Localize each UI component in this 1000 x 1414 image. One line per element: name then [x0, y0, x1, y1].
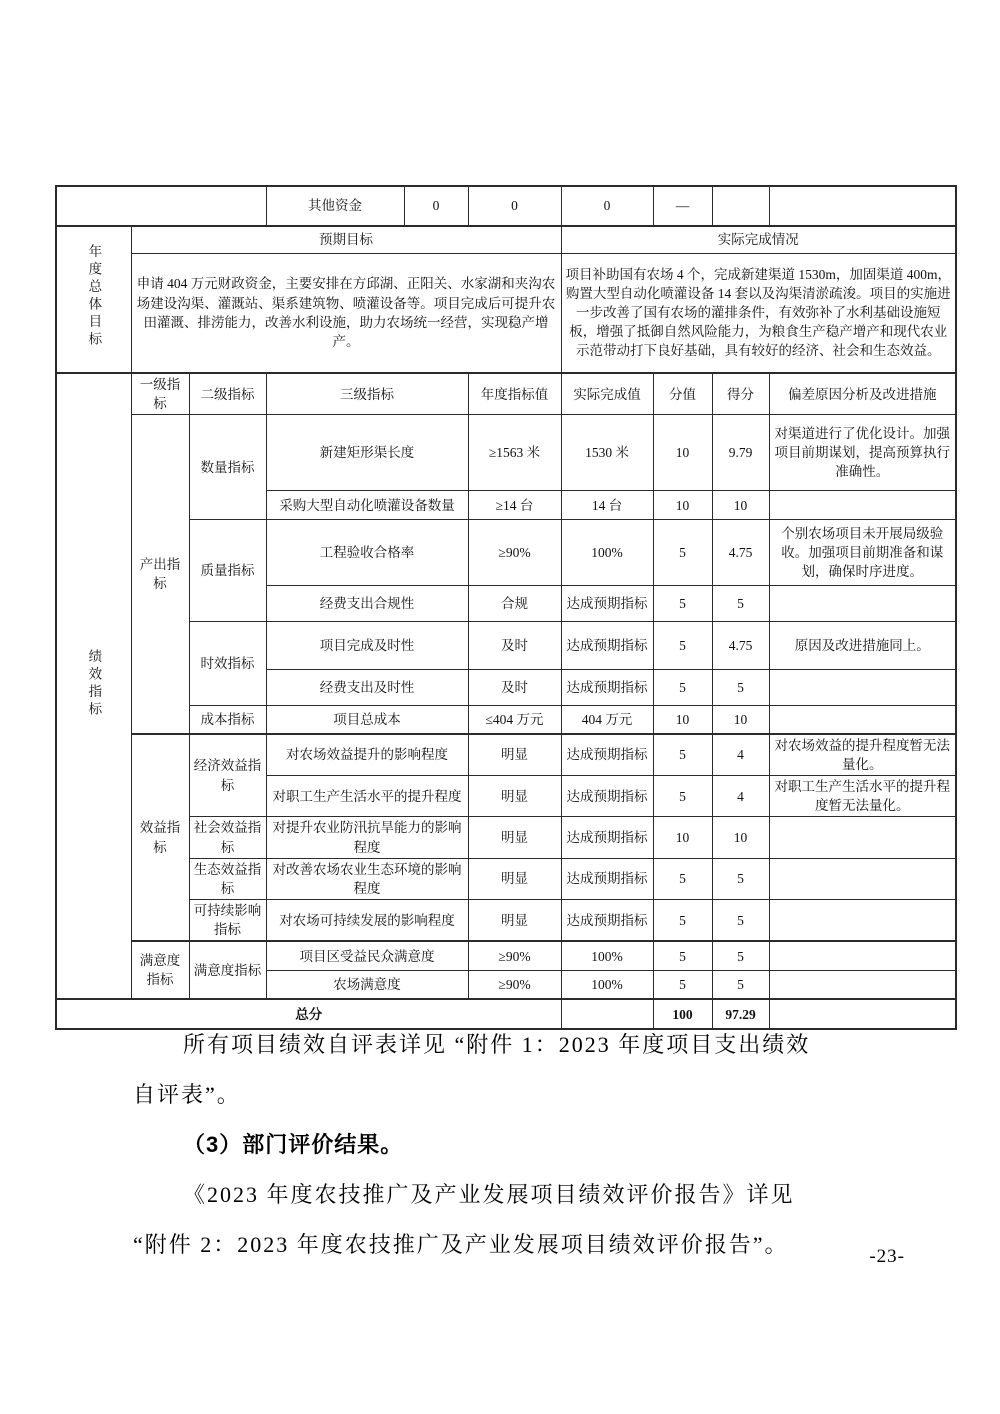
paragraph-attachment2-line1: 《2023 年度农技推广及产业发展项目绩效评价报告》详见	[183, 1182, 795, 1207]
indicator-target: ≥90%	[468, 520, 561, 586]
indicator-remark	[769, 817, 956, 858]
indicator-remark	[769, 491, 956, 520]
subgroup-time-cell: 时效指标	[189, 622, 266, 706]
subgroup-sustain-cell: 可持续影响指标	[189, 900, 266, 942]
table-row	[56, 520, 956, 586]
indicator-remark	[769, 900, 956, 942]
indicator-score: 5	[653, 941, 712, 970]
total-score-cell: 100	[653, 999, 712, 1029]
indicator-remark: 对渠道进行了优化设计。加强项目前期谋划，提高预算执行准确性。	[769, 415, 956, 491]
total-label-cell: 总分	[56, 999, 561, 1029]
indicator-remark	[769, 970, 956, 999]
indicator-target: 明显	[468, 776, 561, 817]
indicator-score: 10	[653, 817, 712, 858]
table-row	[56, 622, 956, 670]
indicator-name: 经费支出及时性	[266, 670, 468, 706]
subgroup-economic-cell: 经济效益指标	[189, 734, 266, 817]
funding-empty-cell-3	[769, 186, 956, 226]
indicator-score: 10	[653, 491, 712, 520]
indicator-score: 5	[653, 670, 712, 706]
header-level3: 三级指标	[266, 373, 468, 415]
header-level2: 二级指标	[189, 373, 266, 415]
indicator-name: 项目总成本	[266, 706, 468, 734]
header-score: 分值	[653, 373, 712, 415]
indicator-name: 对职工生产生活水平的提升程度	[266, 776, 468, 817]
indicator-actual: 达成预期指标	[561, 858, 653, 899]
indicator-target: 明显	[468, 858, 561, 899]
indicator-score: 5	[653, 622, 712, 670]
indicator-target: 明显	[468, 817, 561, 858]
subgroup-social-cell: 社会效益指标	[189, 817, 266, 858]
annual-goal-content-row	[56, 253, 956, 373]
indicator-got: 5	[712, 858, 769, 899]
table-row	[56, 415, 956, 491]
subgroup-cost-cell: 成本指标	[189, 706, 266, 734]
indicator-got: 10	[712, 817, 769, 858]
indicator-got: 5	[712, 970, 769, 999]
paragraph-attachment1-line1: 所有项目绩效自评表详见 “附件 1：2023 年度项目支出绩效	[183, 1032, 811, 1057]
indicator-score: 10	[653, 706, 712, 734]
indicator-score: 5	[653, 858, 712, 899]
indicator-name: 项目区受益民众满意度	[266, 941, 468, 970]
header-target: 年度指标值	[468, 373, 561, 415]
actual-completion-text-cell: 项目补助国有农场 4 个，完成新建渠道 1530m，加固渠道 400m，购置大型自动化喷灌设备 14 套以及沟渠清淤疏浚。项目的实施进一步改善了国有农场的灌排条件，有效弥补了水利基础设施短板，增强了抵御自然风险能力，为粮食生产稳产增产和现代农业示范带动打下良好基础，具有较好的经济、社会和生态效益。	[561, 253, 956, 373]
indicator-score: 10	[653, 415, 712, 491]
indicator-got: 5	[712, 670, 769, 706]
indicator-remark	[769, 941, 956, 970]
paragraph-attachment1-line2: 自评表”。	[133, 1082, 241, 1107]
table-row	[56, 941, 956, 970]
indicator-name: 对改善农场农业生态环境的影响程度	[266, 858, 468, 899]
table-row	[56, 706, 956, 734]
subgroup-quantity-cell: 数量指标	[189, 415, 266, 520]
expected-goal-header-cell: 预期目标	[131, 226, 561, 253]
subgroup-satisfaction-cell: 满意度指标	[189, 941, 266, 999]
funding-final-cell: 0	[468, 186, 561, 226]
indicator-actual: 100%	[561, 941, 653, 970]
group-output-cell: 产出指标	[131, 415, 189, 734]
indicator-remark	[769, 586, 956, 622]
perf-side-label-cell	[56, 373, 131, 999]
header-actual: 实际完成值	[561, 373, 653, 415]
indicator-got: 9.79	[712, 415, 769, 491]
perf-side-label: 绩效指标	[86, 648, 102, 719]
annual-goal-side-label: 年度总体目标	[86, 244, 102, 350]
table-row	[56, 858, 956, 899]
indicator-name: 农场满意度	[266, 970, 468, 999]
indicator-got: 5	[712, 941, 769, 970]
funding-label-cell: 其他资金	[266, 186, 404, 226]
group-benefit-cell: 效益指标	[131, 734, 189, 942]
indicator-name: 新建矩形渠长度	[266, 415, 468, 491]
paragraph-attachment2-line2: “附件 2：2023 年度农技推广及产业发展项目绩效评价报告”。	[133, 1232, 789, 1257]
indicator-name: 对农场可持续发展的影响程度	[266, 900, 468, 942]
indicator-name: 对提升农业防汛抗旱能力的影响程度	[266, 817, 468, 858]
actual-completion-header-cell: 实际完成情况	[561, 226, 956, 253]
funding-rate-cell: —	[653, 186, 712, 226]
indicator-got: 10	[712, 491, 769, 520]
indicator-target: ≤404 万元	[468, 706, 561, 734]
indicator-target: 及时	[468, 622, 561, 670]
page-number: -23-	[869, 1246, 905, 1267]
subgroup-eco-cell: 生态效益指标	[189, 858, 266, 899]
total-got-cell: 97.29	[712, 999, 769, 1029]
indicator-name: 对农场效益提升的影响程度	[266, 734, 468, 776]
indicator-target: 明显	[468, 734, 561, 776]
subgroup-quality-cell: 质量指标	[189, 520, 266, 622]
indicator-got: 10	[712, 706, 769, 734]
indicator-remark: 对农场效益的提升程度暂无法量化。	[769, 734, 956, 776]
indicator-got: 5	[712, 586, 769, 622]
indicator-actual: 达成预期指标	[561, 817, 653, 858]
indicator-score: 5	[653, 900, 712, 942]
indicator-got: 5	[712, 900, 769, 942]
indicator-actual: 达成预期指标	[561, 670, 653, 706]
group-satisfaction-cell: 满意度指标	[131, 941, 189, 999]
indicator-actual: 1530 米	[561, 415, 653, 491]
table-row	[56, 900, 956, 942]
funding-empty-cell-2	[712, 186, 769, 226]
indicator-score: 5	[653, 586, 712, 622]
funding-budget-cell: 0	[404, 186, 468, 226]
annual-goal-side-label-cell	[56, 226, 131, 373]
indicator-score: 5	[653, 970, 712, 999]
indicator-target: 明显	[468, 900, 561, 942]
indicator-actual: 100%	[561, 520, 653, 586]
indicator-target: 及时	[468, 670, 561, 706]
indicator-actual: 14 台	[561, 491, 653, 520]
indicator-name: 采购大型自动化喷灌设备数量	[266, 491, 468, 520]
indicator-score: 5	[653, 520, 712, 586]
indicator-name: 工程验收合格率	[266, 520, 468, 586]
indicator-name: 项目完成及时性	[266, 622, 468, 670]
indicator-target: ≥14 台	[468, 491, 561, 520]
indicator-actual: 达成预期指标	[561, 776, 653, 817]
indicator-got: 4	[712, 776, 769, 817]
indicator-score: 5	[653, 734, 712, 776]
funding-empty-cell	[56, 186, 266, 226]
indicator-got: 4.75	[712, 520, 769, 586]
indicator-actual: 404 万元	[561, 706, 653, 734]
indicator-actual: 达成预期指标	[561, 900, 653, 942]
indicator-header-row	[56, 373, 956, 415]
indicator-remark: 对职工生产生活水平的提升程度暂无法量化。	[769, 776, 956, 817]
indicator-actual: 达成预期指标	[561, 734, 653, 776]
annual-goal-header-row	[56, 226, 956, 253]
funding-row	[56, 186, 956, 226]
performance-self-evaluation-table	[55, 185, 957, 1030]
indicator-target: ≥90%	[468, 941, 561, 970]
header-got: 得分	[712, 373, 769, 415]
indicator-target: ≥90%	[468, 970, 561, 999]
table-row	[56, 817, 956, 858]
indicator-actual: 达成预期指标	[561, 586, 653, 622]
indicator-target: 合规	[468, 586, 561, 622]
indicator-actual: 100%	[561, 970, 653, 999]
body-text-block	[133, 1020, 905, 1270]
header-remark: 偏差原因分析及改进措施	[769, 373, 956, 415]
expected-goal-text-cell: 申请 404 万元财政资金，主要安排在方邱湖、正阳关、水家湖和夹沟农场建设沟渠、灌溉站、渠系建筑物、喷灌设备等。项目完成后可提升农田灌溉、排涝能力，改善水利设施，助力农场统一经营，实现稳产增产。	[131, 253, 561, 373]
indicator-name: 经费支出合规性	[266, 586, 468, 622]
table-row	[56, 734, 956, 776]
indicator-got: 4	[712, 734, 769, 776]
heading-department-evaluation: （3）部门评价结果。	[183, 1132, 404, 1157]
funding-spent-cell: 0	[561, 186, 653, 226]
indicator-remark	[769, 706, 956, 734]
indicator-remark: 个别农场项目未开展局级验收。加强项目前期准备和谋划，确保时序进度。	[769, 520, 956, 586]
indicator-target: ≥1563 米	[468, 415, 561, 491]
indicator-remark: 原因及改进措施同上。	[769, 622, 956, 670]
indicator-score: 5	[653, 776, 712, 817]
indicator-got: 4.75	[712, 622, 769, 670]
indicator-remark	[769, 858, 956, 899]
header-level1: 一级指标	[131, 373, 189, 415]
indicator-actual: 达成预期指标	[561, 622, 653, 670]
indicator-remark	[769, 670, 956, 706]
